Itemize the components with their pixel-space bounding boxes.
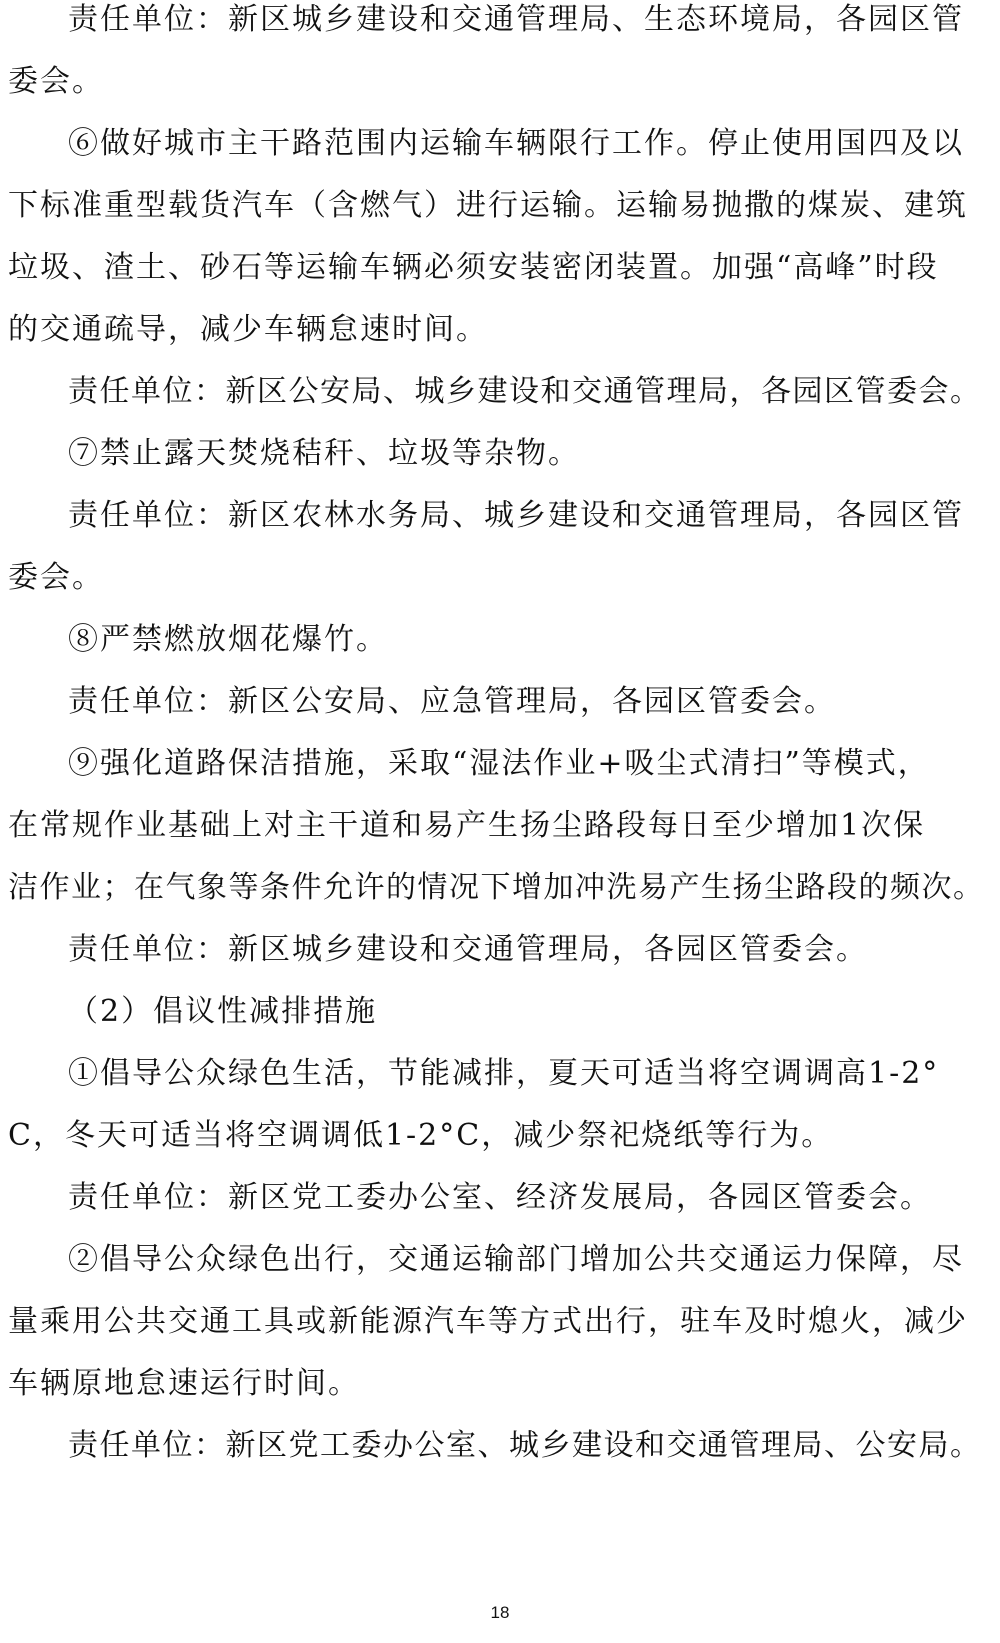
advocacy-item-2: ②倡导公众绿色出行，交通运输部门增加公共交通运力保障，尽: [68, 1242, 964, 1277]
paragraph-line: 的交通疏导，减少车辆怠速时间。: [8, 312, 488, 347]
paragraph-line: 车辆原地怠速运行时间。: [8, 1366, 360, 1401]
measure-item-7: ⑦禁止露天焚烧秸秆、垃圾等杂物。: [68, 436, 580, 471]
responsibility-line: 责任单位：新区农林水务局、城乡建设和交通管理局，各园区管: [68, 498, 964, 533]
paragraph-line: 下标准重型载货汽车（含燃气）进行运输。运输易抛撒的煤炭、建筑: [8, 188, 968, 223]
paragraph-line: 洁作业；在气象等条件允许的情况下增加冲洗易产生扬尘路段的频次。: [8, 870, 985, 905]
responsibility-line: 责任单位：新区城乡建设和交通管理局，各园区管委会。: [68, 932, 868, 967]
responsibility-line: 责任单位：新区党工委办公室、经济发展局，各园区管委会。: [68, 1180, 932, 1215]
paragraph-line: C，冬天可适当将空调调低1-2°C，减少祭祀烧纸等行为。: [8, 1118, 834, 1153]
responsibility-line: 责任单位：新区公安局、应急管理局，各园区管委会。: [68, 684, 836, 719]
paragraph-line: 垃圾、渣土、砂石等运输车辆必须安装密闭装置。加强“高峰”时段: [8, 250, 939, 285]
paragraph-line: 委会。: [8, 560, 104, 595]
advocacy-item-1: ①倡导公众绿色生活，节能减排，夏天可适当将空调调高1-2°: [68, 1056, 940, 1091]
responsibility-line: 责任单位：新区公安局、城乡建设和交通管理局，各园区管委会。: [68, 374, 982, 409]
responsibility-line: 责任单位：新区城乡建设和交通管理局、生态环境局，各园区管: [68, 2, 964, 37]
measure-item-9: ⑨强化道路保洁措施，采取“湿法作业+吸尘式清扫”等模式，: [68, 746, 930, 781]
section-heading: （2）倡议性减排措施: [68, 994, 378, 1029]
paragraph-line: 委会。: [8, 64, 104, 99]
responsibility-line: 责任单位：新区党工委办公室、城乡建设和交通管理局、公安局。: [68, 1428, 982, 1463]
measure-item-8: ⑧严禁燃放烟花爆竹。: [68, 622, 388, 657]
paragraph-line: 量乘用公共交通工具或新能源汽车等方式出行，驻车及时熄火，减少: [8, 1304, 968, 1339]
measure-item-6: ⑥做好城市主干路范围内运输车辆限行工作。停止使用国四及以: [68, 126, 964, 161]
paragraph-line: 在常规作业基础上对主干道和易产生扬尘路段每日至少增加1次保: [8, 808, 926, 843]
page-number: 18: [490, 1603, 510, 1622]
